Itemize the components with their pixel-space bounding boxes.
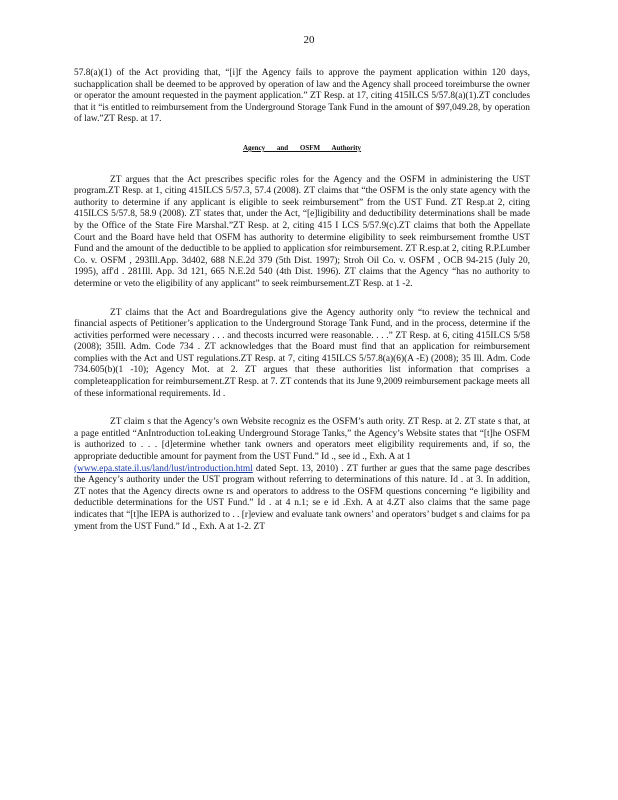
- page-body: [74, 68, 530, 550]
- section-heading-text: Agency and OSFM Authority: [242, 143, 362, 152]
- paragraph-website-part1: ZT claim s that the Agency’s own Website recogniz es the OSFM’s auth ority. ZT Resp. at 2. ZT state s that, at a page entitled “AnIntroduction toLeaking Underground Storage Tanks,” the Agency’s Website states that “[t]he OSFM is authorized to . . . [d]etermine whether tank owners and operators meet eligibility requirements and, if so, the appropriate deductible amount for payment from the UST Fund.” Id ., see id ., Exh. A at 1: [74, 417, 530, 463]
- paragraph-regulations: ZT claims that the Act and Boardregulations give the Agency authority only “to review the technical and financial aspects of Petitioner’s application to the Underground Storage Tank Fund, and in the process, determine if the activities performed were necessary . . . and thecosts incurred were reasonable. . . .” ZT Resp. at 6, citing 415ILCS 5/58 (2008); 35Ill. Adm. Code 734 . ZT acknowledges that the Board must find that an application for reimbursement complies with the Act and UST regulations.ZT Resp. at 7, citing 415ILCS 5/57.8(a)(6)(A -E) (2008); 35 Ill. Adm. Code 734.605(b)(1 -10); Agency Mot. at 2. ZT argues that these authorities list information that comprises a completeapplication for reimbursement.ZT Resp. at 7. ZT contends that its June 9,2009 reimbursement package meets all of these informational requirements. Id .: [74, 307, 530, 399]
- section-heading: [74, 143, 530, 155]
- paragraph-website-part2: dated Sept. 13, 2010) . ZT further ar gues that the same page describes the Agency’s authority under the UST program without referring to determinations of this nature. Id . at 3. In addition, ZT notes that the Agency directs owne rs and operators to address to the OSFM questions concerning “e ligibility and deductible determinations for the UST Fund.” Id . at 4 n.1; se e id .Exh. A at 4.ZT also claims that the same page indicates that “[t]he IEPA is authorized to . . [r]eview and evaluate tank owners’ and operators’ budget s and claims for pa yment from the UST Fund.” Id ., Exh. A at 1-2. ZT: [74, 463, 531, 532]
- paragraph-roles: ZT argues that the Act prescribes specific roles for the Agency and the OSFM in administering the UST program.ZT Resp. at 1, citing 415ILCS 5/57.3, 57.4 (2008). ZT claims that “the OSFM is the only state agency with the authority to determine if any applicant is eligible to seek reimbursement” from the UST Fund. ZT Resp.at 2, citing 415ILCS 5/57.8, 58.9 (2008). ZT states that, under the Act, “[e]ligibility and deductibility determinations shall be made by the Office of the State Fire Marshal.”ZT Resp. at 2, citing 415 I LCS 5/57.9(c).ZT claims that both the Appellate Court and the Board have held that OSFM has authority to determine eligibility to seek reimbursement fromthe UST Fund and the amount of the deductible to be applied to application sfor reimbursement. ZT R.esp.at 2, citing R.P.Lumber Co. v. OSFM , 293Ill.App. 3d402, 688 N.E.2d 379 (5th Dist. 1997); Stroh Oil Co. v. OSFM , OCB 94-215 (July 20, 1995), aff'd . 281Ill. App. 3d 121, 665 N.E.2d 540 (4th Dist. 1996). ZT claims that the Agency “has no authority to determine or veto the eligibility of any applicant” to seek reimbursement.ZT Resp. at 1 -2.: [74, 174, 530, 289]
- website-link[interactable]: (www.epa.state.il.us/land/lust/introduction.html: [74, 463, 253, 474]
- paragraph-continued: 57.8(a)(1) of the Act providing that, “[i]f the Agency fails to approve the payment application within 120 days, suchapplication shall be deemed to be approved by operation of law and the Agency shall proceed toreimburse the owner or operator the amount requested in the payment application.” ZT Resp. at 17, citing 415ILCS 5/57.8(a)(1).ZT concludes that it “is entitled to reimbursement from the Underground Storage Tank Fund in the amount of $97,049.28, by operation of law.”ZT Resp. at 17.: [74, 68, 530, 125]
- paragraph-website: [74, 417, 530, 533]
- page-number: 20: [303, 34, 315, 46]
